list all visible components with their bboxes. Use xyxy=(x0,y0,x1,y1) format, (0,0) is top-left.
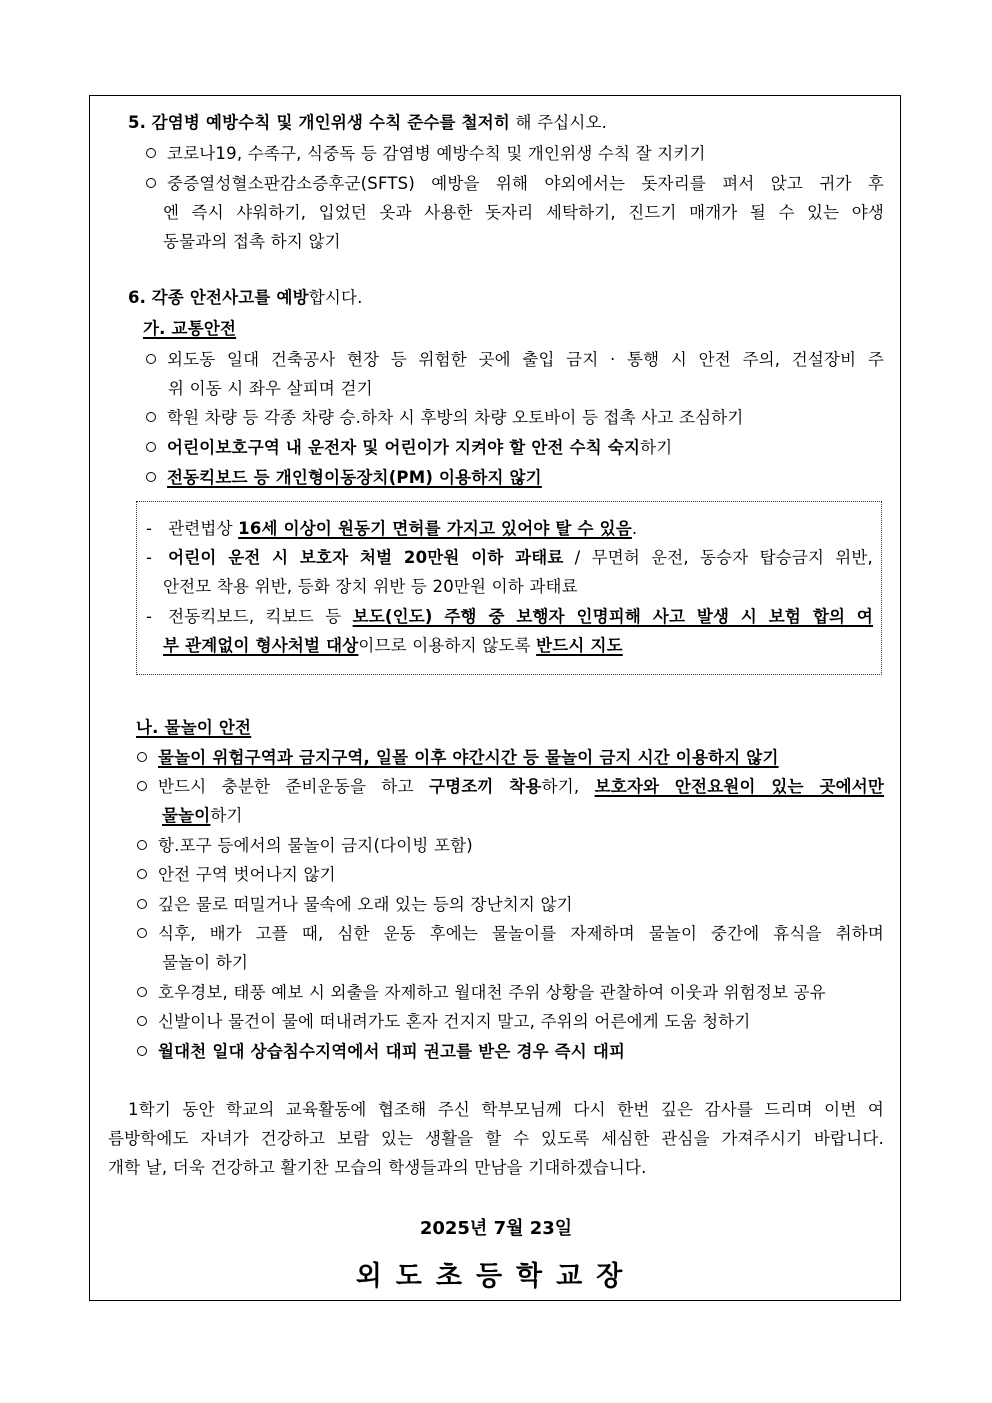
traffic-item-3: 어린이보호구역 내 운전자 및 어린이가 지켜야 할 안전 수칙 숙지하기 xyxy=(146,437,672,459)
bullet-circle-icon xyxy=(146,472,156,482)
section5-item-1: 코로나19, 수족구, 식중독 등 감염병 예방수칙 및 개인위생 수칙 잘 지키기 xyxy=(146,143,706,165)
traffic-heading: 가. 교통안전 xyxy=(143,319,237,338)
pm-notice-line-4: - 전동킥보드, 킥보드 등 보도(인도) 주행 중 보행자 인명피해 사고 발생 시 보험 합의 여 xyxy=(146,607,873,626)
school-principal-signature: 외도초등학교장 xyxy=(355,1261,637,1292)
section6-heading: 6. 각종 안전사고를 예방합시다. xyxy=(128,288,363,307)
bullet-circle-icon xyxy=(146,178,156,188)
water-item-4: 안전 구역 벗어나지 않기 xyxy=(137,864,336,886)
bullet-circle-icon xyxy=(137,752,147,762)
water-item-2: 반드시 충분한 준비운동을 하고 구명조끼 착용하기, 보호자와 안전요원이 있는 곳에서만 xyxy=(137,776,884,798)
traffic-item-1-cont: 위 이동 시 좌우 살피며 걷기 xyxy=(168,379,373,398)
section5-item-2: 중증열성혈소판감소증후군(SFTS) 예방을 위해 야외에서는 돗자리를 펴서 앉고 귀가 후 xyxy=(146,173,884,195)
closing-line-3: 개학 날, 더욱 건강하고 활기찬 모습의 학생들과의 만남을 기대하겠습니다. xyxy=(108,1158,647,1177)
water-item-1: 물놀이 위험구역과 금지구역, 일몰 이후 야간시간 등 물놀이 금지 시간 이용하지 않기 xyxy=(137,747,779,769)
pm-notice-line-2: - 어린이 운전 시 보호자 처벌 20만원 이하 과태료 / 무면허 운전, 동승자 탑승금지 위반, xyxy=(146,548,873,567)
water-item-6-cont: 물놀이 하기 xyxy=(162,953,249,972)
bullet-circle-icon xyxy=(137,781,147,791)
bullet-circle-icon xyxy=(146,148,156,158)
bullet-circle-icon xyxy=(146,412,156,422)
pm-notice-line-3: 안전모 착용 위반, 등화 장치 위반 등 20만원 이하 과태료 xyxy=(163,577,578,596)
pm-notice-line-1: - 관련법상 16세 이상이 원동기 면허를 가지고 있어야 탈 수 있음. xyxy=(146,519,638,538)
traffic-item-1: 외도동 일대 건축공사 현장 등 위험한 곳에 출입 금지 · 통행 시 안전 주의, 건설장비 주 xyxy=(146,349,884,371)
water-item-9: 월대천 일대 상습침수지역에서 대피 권고를 받은 경우 즉시 대피 xyxy=(137,1041,625,1063)
bullet-circle-icon xyxy=(137,899,147,909)
traffic-item-4: 전동킥보드 등 개인형이동장치(PM) 이용하지 않기 xyxy=(146,467,542,489)
document-date: 2025년 7월 23일 xyxy=(419,1218,573,1239)
water-item-7: 호우경보, 태풍 예보 시 외출을 자제하고 월대천 주위 상황을 관찰하여 이웃과 위험정보 공유 xyxy=(137,982,826,1004)
closing-line-2: 름방학에도 자녀가 건강하고 보람 있는 생활을 할 수 있도록 세심한 관심을 가져주시기 바랍니다. xyxy=(108,1129,884,1148)
water-item-8: 신발이나 물건이 물에 떠내려가도 혼자 건지지 말고, 주위의 어른에게 도움 청하기 xyxy=(137,1011,750,1033)
bullet-circle-icon xyxy=(146,354,156,364)
water-item-3: 항.포구 등에서의 물놀이 금지(다이빙 포함) xyxy=(137,835,473,857)
bullet-circle-icon xyxy=(146,442,156,452)
bullet-circle-icon xyxy=(137,840,147,850)
bullet-circle-icon xyxy=(137,1046,147,1056)
water-item-2-cont: 물놀이하기 xyxy=(162,806,243,825)
bullet-circle-icon xyxy=(137,987,147,997)
bullet-circle-icon xyxy=(137,1016,147,1026)
water-item-5: 깊은 물로 떠밀거나 물속에 오래 있는 등의 장난치지 않기 xyxy=(137,894,573,916)
water-item-6: 식후, 배가 고플 때, 심한 운동 후에는 물놀이를 자제하며 물놀이 중간에 휴식을 취하며 xyxy=(137,923,884,945)
traffic-item-2: 학원 차량 등 각종 차량 승.하차 시 후방의 차량 오토바이 등 접촉 사고 조심하기 xyxy=(146,407,744,429)
section5-item-2-cont2: 동물과의 접촉 하지 않기 xyxy=(163,232,341,251)
water-heading: 나. 물놀이 안전 xyxy=(136,718,252,737)
pm-notice-line-5: 부 관계없이 형사처벌 대상이므로 이용하지 않도록 반드시 지도 xyxy=(163,636,623,655)
closing-line-1: 1학기 동안 학교의 교육활동에 협조해 주신 학부모님께 다시 한번 깊은 감사를 드리며 이번 여 xyxy=(128,1100,884,1119)
section5-heading: 5. 감염병 예방수칙 및 개인위생 수칙 준수를 철저히 해 주십시오. xyxy=(128,113,608,132)
section5-item-2-cont: 엔 즉시 샤워하기, 입었던 옷과 사용한 돗자리 세탁하기, 진드기 매개가 될 수 있는 야생 xyxy=(163,203,884,222)
bullet-circle-icon xyxy=(137,928,147,938)
bullet-circle-icon xyxy=(137,869,147,879)
